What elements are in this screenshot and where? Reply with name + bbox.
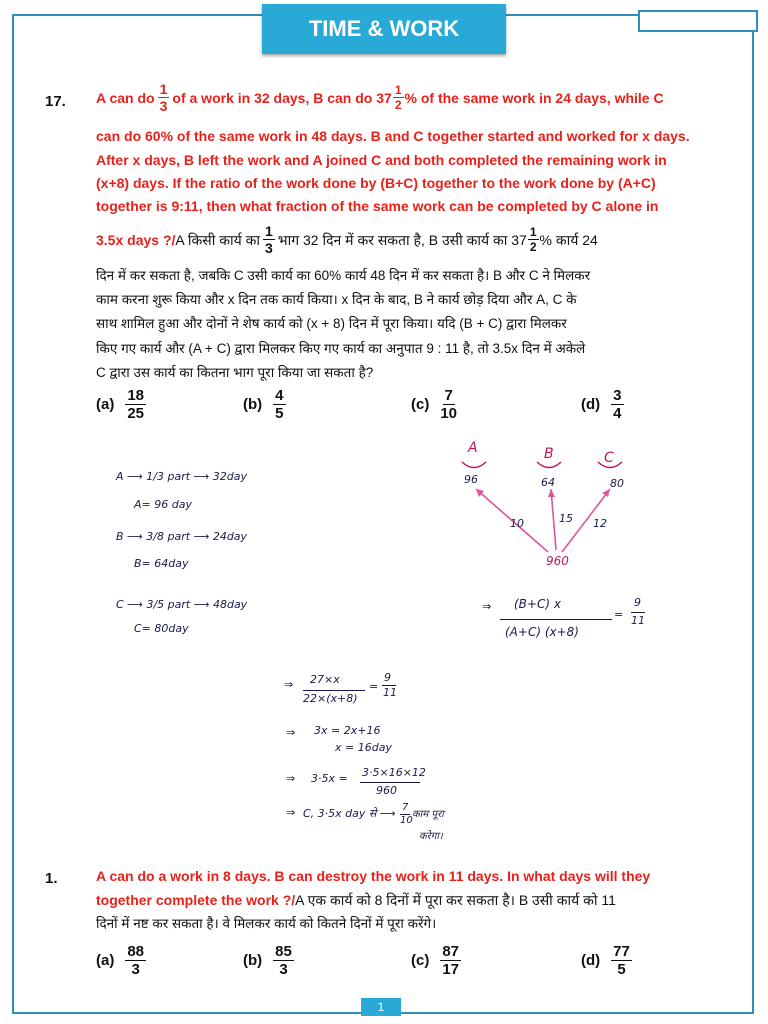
step-text: 3·5x = [311,772,348,785]
question-text: together is 9:11, then what fraction of the same work can be completed by C alone in [96,198,659,214]
step-text: 3·5×16×12 [362,766,426,779]
tree-node: A [468,440,478,456]
edge-label: 10 [510,517,524,530]
question-text-hindi: % कार्य 24 [539,231,598,248]
option-a[interactable] [96,944,149,977]
solution-line: C ⟶ 3/5 part ⟶ 48day [116,598,248,611]
option-a[interactable] [96,388,149,421]
question-text-hindi: काम करना शुरू किया और x दिन तक कार्य किया। x दिन के बाद, B ने कार्य छोड़ दिया और A, C के [96,292,577,307]
fraction: $\frac{88}{3}$ [127,943,145,978]
fraction-bar [360,782,420,783]
fraction: $\frac{1}{2}$ [529,225,537,254]
question-text-hindi: दिन में कर सकता है, जबकि C उसी कार्य का 60% कार्य 48 दिन में कर सकता है। B और C ने मिलकर [96,268,591,283]
question-text: 3.5x days ?/ [96,231,176,248]
question-text: (x+8) days. If the ratio of the work done by (B+C) together to the work done by (A+C) [96,175,656,191]
fraction: $\frac{4}{5}$ [275,387,284,422]
fraction: $\frac{85}{3}$ [275,943,292,978]
ratio-value: 11 [631,614,645,627]
page-number: 1 [361,998,401,1016]
step-text: 9 [384,671,391,684]
question-text: A can do [96,89,155,106]
ratio-numerator: (B+C) x [514,597,561,611]
step-text: 960 [376,784,397,797]
fraction: $\frac{7}{10}$ [440,387,458,422]
tree-node: 80 [610,477,624,490]
option-b[interactable] [243,944,297,977]
question-text-hindi: भाग 32 दिन में कर सकता है, B उसी कार्य का 37 [277,231,527,248]
question-text-hindi: किए गए कार्य और (A + C) द्वारा मिलकर किए गए कार्य का अनुपात 9 : 11 है, तो 3.5x दिन में अकेले [96,341,586,356]
tree-node: 96 [464,473,478,486]
step-text: 27×x [310,673,340,686]
ratio-denominator: (A+C) (x+8) [505,625,579,639]
option-label: (d) [581,396,601,413]
fraction: $\frac{18}{25}$ [127,387,145,422]
arrow-icon: ⇒ [286,772,296,785]
question-text: A can do a work in 8 days. B can destroy the work in 11 days. In what days will they [96,868,651,884]
question-text-hindi: C द्वारा उस कार्य का कितना भाग पूरा किया जा सकता है? [96,365,374,380]
equals-sign: = [614,608,624,621]
question-text: After x days, B left the work and A joined C and both completed the remaining work in [96,152,667,168]
tree-edge [551,489,556,550]
option-label: (c) [411,952,430,969]
step-text: 22×(x+8) [303,692,358,705]
fraction-bar [500,619,612,620]
tree-root: 960 [546,554,569,568]
question-line [96,82,736,113]
question-number: 17. [45,93,66,110]
bracket-mark [462,462,486,468]
question-text: can do 60% of the same work in 48 days. B and C together started and worked for x days. [96,128,690,144]
step-text: x = 16day [335,741,392,754]
step-text: 11 [383,686,397,699]
arrow-icon: ⇒ [286,726,296,739]
edge-label: 12 [593,517,607,530]
step-text: करेगा। [419,831,443,842]
tree-node: B [544,446,554,462]
solution-line: A= 96 day [134,498,192,511]
option-label: (d) [581,952,601,969]
tree-node: 64 [541,476,555,489]
arrow-icon: ⇒ [482,600,492,613]
ratio-value: 9 [634,596,641,609]
step-text: 10 [400,815,413,826]
question-text: together complete the work ?/ [96,892,296,908]
solution-line: B ⟶ 3/8 part ⟶ 24day [116,530,248,543]
option-b[interactable] [243,388,289,421]
fraction-bar [303,690,365,691]
bracket-mark [537,462,561,468]
fraction-bar [631,612,645,613]
page-title: TIME & WORK [262,4,506,54]
question-text-hindi: साथ शामिल हुआ और दोनों ने शेष कार्य को (x + 8) दिन में पूरा किया। यदि (B + C) द्वारा मिलकर [96,316,567,331]
step-text: 7 [402,802,409,813]
fraction: $\frac{3}{4}$ [613,387,622,422]
tree-node: C [604,450,614,466]
question-text-hindi: A किसी कार्य का [175,231,260,248]
fraction: $\frac{87}{17}$ [442,943,460,978]
arrow-head [548,489,555,497]
option-c[interactable] [411,944,464,977]
question-text: % of the same work in 24 days, while C [404,89,664,106]
equals-sign: = [369,680,379,693]
question-line [96,888,616,912]
arrow-icon: ⇒ [286,806,296,819]
fraction: $\frac{1}{3}$ [264,223,273,256]
step-text: C, 3·5x day से ⟶ [303,807,396,820]
arrow-head [602,489,610,497]
step-text: 3x = 2x+16 [314,724,381,737]
solution-line: C= 80day [134,622,189,635]
step-text: काम पूरा [412,809,444,820]
option-label: (b) [243,396,263,413]
solution-line: A ⟶ 1/3 part ⟶ 32day [116,470,248,483]
fraction: $\frac{77}{5}$ [613,943,630,978]
option-d[interactable] [581,944,635,977]
fraction: $\frac{1}{2}$ [394,83,402,112]
option-label: (c) [411,396,430,413]
fraction: $\frac{1}{3}$ [159,81,168,114]
solution-line: B= 64day [134,557,189,570]
question-line [96,224,598,255]
corner-decoration [638,10,758,32]
question-text-hindi: दिनों में नष्ट कर सकता है। वे मिलकर कार्य को कितने दिनों में पूरा करेंगे। [96,916,437,931]
option-label: (a) [96,396,115,413]
question-text: of a work in 32 days, B can do 37 [172,89,392,106]
option-label: (a) [96,952,115,969]
option-c[interactable] [411,388,460,421]
arrow-icon: ⇒ [284,678,294,691]
question-number: 1. [45,870,58,887]
option-d[interactable] [581,388,627,421]
option-label: (b) [243,952,263,969]
edge-label: 15 [559,512,573,525]
question-text-hindi: A एक कार्य को 8 दिनों में पूरा कर सकता है। B उसी कार्य को 11 [295,892,616,908]
